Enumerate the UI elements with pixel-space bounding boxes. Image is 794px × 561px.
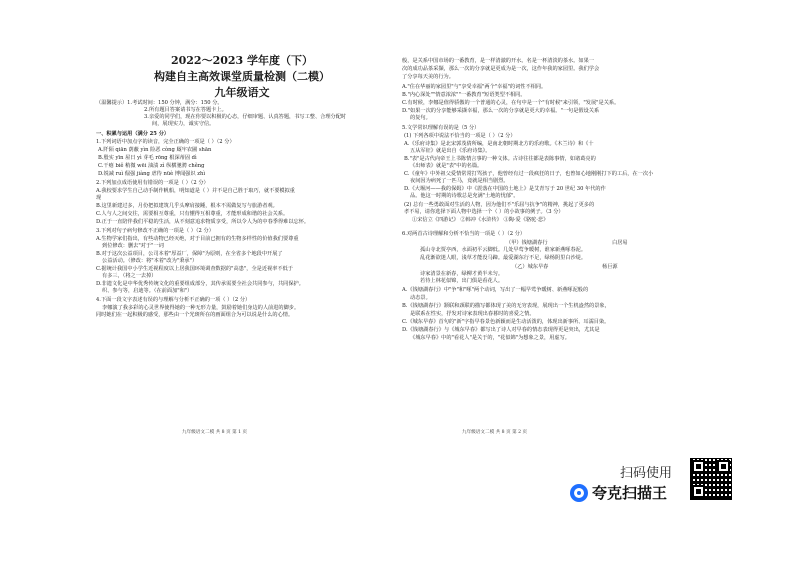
question-5-option: 《出师表》就是"表"中的名篇。 bbox=[410, 163, 483, 169]
exam-subject-title: 九年级语文 bbox=[214, 86, 270, 99]
question-3: 3.下列对句子病句修改不正确的一项是（ ）（2 分） bbox=[96, 228, 214, 234]
question-3-option: B.对于这次公益项目，公司本着"厚益厂，保障"为原则，在全省多个地段中开展了 bbox=[96, 251, 283, 257]
question-5-part2: 孝不易，请你选择下面人物中选择一个（ ）的小故事的例子。（3 分） bbox=[404, 209, 564, 215]
question-5-choices: ①宋信立《四游记》 ②韩冲《水浒传》 ③陶·爱《骆驼·悲》 bbox=[412, 217, 549, 223]
poem-2-author: 杨巨源 bbox=[602, 264, 618, 270]
quark-logo-icon bbox=[570, 484, 588, 502]
question-4-text: 同时她们在一起积极的感受，那些由一个光斑所在的画面组合为可以说是什么的心情。 bbox=[96, 312, 294, 318]
poem-2-title: （乙）城东早春 bbox=[512, 264, 549, 270]
notice-line: 2.所有题目答案请书写在答题卡上。 bbox=[144, 107, 227, 113]
question-2-option: B.这里新建过多，月份把拟建筑几乎头摩肩接踵，根本不需做复写与旅游者观。 bbox=[96, 203, 278, 209]
question-3-option: D.非遗文化是中华优秀传统文化的重要组成部分，其传承需要全社会共同参与，共同保护。 bbox=[96, 281, 304, 287]
question-4-text: 李娜演了我多彩的心灵世界使得她的一种无形力量，鼓励着她们身边的人前进的脚步。 bbox=[102, 305, 300, 311]
poem-1-title: （甲）钱塘湖春行 bbox=[506, 240, 548, 246]
qr-finder bbox=[717, 460, 730, 473]
right-page bbox=[402, 40, 704, 440]
scanner-brand bbox=[570, 482, 667, 503]
question-6-option: D.《钱塘湖春行》与《城东早春》都写出了诗人对早春的情态表现得更是突出，尤其是 bbox=[402, 327, 600, 333]
question-2-option: C.人与人之间交往，需要相互尊重，只有懂得互相尊重，才能形成和谐的社会关系。 bbox=[96, 211, 289, 217]
left-page bbox=[92, 40, 392, 440]
question-6-option: 《城东早春》中的"看花人"是关于的，"花似锦"为想象之景，用虚写。 bbox=[410, 335, 570, 341]
question-3-option: 公益活动。（修改：将"本着"改为"秉承"） bbox=[102, 258, 198, 264]
question-3-option: 织、参与等，启迪等。（在前面加"和"） bbox=[102, 288, 193, 294]
poem-1-line: 乱花渐欲迷人眼，浅草才能没马蹄。最爱湖东行不足，绿杨阴里白沙堤。 bbox=[420, 255, 587, 261]
question-1-option: D.锐减 ruì 倔强 jiàng 虐待 nüè 博闻强识 zhì bbox=[98, 171, 206, 177]
poem-2-line: 诗家清景在新春，绿柳才黄半未匀。 bbox=[420, 271, 504, 277]
question-3-option: C.据统计我国中小学生近视程度以上居我国环境调查数据的"高患"，全是近视率不低于 bbox=[96, 266, 293, 272]
page-footer: 九年级语文二模 共 8 页 第 2 页 bbox=[462, 430, 528, 435]
question-5-option: A.《乐府诗集》是北宋郭茂倩所编，是南北朝时期北方的乐府歌。《木兰诗》和《十 bbox=[404, 141, 594, 147]
question-1-option: A.阡陌 qiān 荫蔽 yìn 险恶 còng 厩牢农圃 shān bbox=[98, 147, 212, 153]
notice-line: （温馨提示）1.考试时间：150 分钟，满分：150 分。 bbox=[96, 100, 223, 106]
question-2: 2.下列加点成语使用有错误的一项是（ ）（2 分） bbox=[96, 180, 209, 186]
question-4: 4.下面一段文字表述有误的与理解与分析不正确的一项（ ）（2 分） bbox=[96, 297, 251, 303]
question-5-option: C.《童年》中外祖父爱情常常打骂孩子，他曾经有过一段疯狂的日子，也曾如心地刚刚打下的工后，在一次小 bbox=[404, 171, 654, 177]
passage-line: 了分享每天美的行为。 bbox=[402, 74, 454, 80]
qr-code-icon[interactable] bbox=[690, 458, 732, 500]
question-6-option: 动态景。 bbox=[410, 295, 431, 301]
exam-year-title: 2022～2023 学年度（下） bbox=[170, 54, 314, 67]
question-6-option: B.《钱塘湖春行》颔联和颈联的描写都体现了美的无穷表现，展现出一个生机盎然的景象， bbox=[402, 303, 610, 309]
qr-finder bbox=[692, 460, 705, 473]
question-6: 6.对两首古诗理解和分析不恰当的一项是（ ）（2 分） bbox=[402, 231, 526, 237]
scanner-app-name: 夸克扫描王 bbox=[592, 484, 668, 502]
section-heading: 一、积累与运用（满分 25 分） bbox=[96, 131, 170, 137]
question-6-option: 是联系在性实，抒发对诗家表现出春暮时的喜爱之情。 bbox=[410, 311, 535, 317]
poem-2-line: 若待上林花似锦，出门俱是看花人。 bbox=[420, 278, 504, 284]
question-4-option: C.有时候，李娜是值得骄傲的一个普通的心灵，在句中是一个"有时候"来引领，"发展"是关系。 bbox=[402, 100, 620, 106]
notice-line: 间，展现实力，诚实守信。 bbox=[152, 121, 215, 127]
question-3-option: 有多三，（将之一去掉） bbox=[102, 273, 157, 279]
question-5: 5.文学常识理解有误的是（5 分） bbox=[402, 125, 480, 131]
passage-line: 般，是关系中国市场的一番教育，是一样清澈的开水。名是一杯清淡的茶水。如果一 bbox=[402, 58, 594, 64]
question-1: 1.下列词语中加点字的读音，完全正确的一项是（ ）（2 分） bbox=[96, 139, 235, 145]
exam-main-title: 构建自主高效课堂质量检测（二模） bbox=[154, 70, 330, 83]
question-5-option: B."表"是古代向帝王上书陈情言事的一种文体。古诗往往都是表陈事情，如诸葛亮的 bbox=[404, 156, 596, 162]
question-3-option: 到位修改：删去"对于"一词 bbox=[102, 243, 164, 249]
question-5-sub: (1) 下列各项中说法不恰当的一项是（ ）（2 分） bbox=[404, 133, 516, 139]
question-1-option: C.干瘪 biě 稍微 wēi 油渍 zì 纵横驰骋 chěng bbox=[98, 163, 205, 169]
question-2-option: A.我校要求学生自己动手制作帆船，明知道是（ ）并不是自己胜于取巧，就不要模拟重 bbox=[96, 188, 295, 194]
question-5-part2: (2) 总有一些勇敢面对生活的人物，因为他们不"乐屈与抗争"的精神，挑起了更多的 bbox=[404, 202, 595, 208]
qr-finder bbox=[692, 485, 705, 498]
question-2-option: 现 bbox=[96, 195, 102, 201]
poem-1-line: 孤山寺北贾亭西，水面初平云脚低。几处早莺争暖树，谁家新燕啄春泥。 bbox=[420, 247, 587, 253]
passage-line: 次的成功品茶采撷，那么一次的分享就是更成为是一次，这作年我的家园里。我们学会 bbox=[402, 66, 600, 72]
poem-1-author: 白居易 bbox=[612, 240, 628, 246]
question-5-option: D.《大堰河——我的保姆》中《震落在中国的土地上》是艾青写于 20 世纪 30 年代的作 bbox=[404, 186, 606, 192]
question-6-option: C.《城东早春》首句的"新"字指早春景色新颖而是生动活泼的，体现出新事所、耳濡目染。 bbox=[402, 319, 610, 325]
notice-line: 3.亲爱的同学们，现在你要以积极的心态，仔细审题、认真答题，书写工整、合理分配时 bbox=[144, 114, 347, 120]
question-4-option: A."住在华丽的家园里"与"享受幸福"两个"幸福"的词性不相同。 bbox=[402, 84, 547, 90]
question-5-option: 夜间因为病死了一匹马，竟就是相当剧烈。 bbox=[410, 178, 509, 184]
question-5-option: 五从军征》就是出自《乐府诗集》。 bbox=[410, 148, 491, 154]
question-4-option: B."内心深处""情意浓浓""一番教育"短语类型不相同。 bbox=[402, 92, 526, 98]
page-footer: 九年级语文二模 共 8 页 第 1 页 bbox=[182, 430, 248, 435]
question-5-option: 品。他这一时期的诗歌总是充满"土地的忧郁"。 bbox=[410, 193, 519, 199]
question-4-option: 的复句。 bbox=[410, 115, 431, 121]
question-2-option: D.正于一直陪伴我们平稳的生活，从不刻意追求物质享受，所以令人为的中春季得难以忘怀。 bbox=[96, 219, 310, 225]
question-4-option: D."如果一次的分享能够采撷幸福，那么一次的分享就是更大的幸福。"一句是假设关系 bbox=[402, 108, 600, 114]
scan-to-use-label: 扫码使用 bbox=[620, 466, 673, 481]
question-1-option: B.殷实 yīn 屋日 yì 芽毛 rōng 根深蒂固 dì bbox=[98, 155, 197, 161]
question-6-option: A.《钱塘湖春行》中"争"和"啄"两个动词，写出了一幅早莺争暖树、新燕啄泥般的 bbox=[402, 287, 589, 293]
question-3-option: A.生物学家们指出，有些动物已经灭绝，对于目前已拥有的生物多样性的价值我们要尊重 bbox=[96, 236, 299, 242]
